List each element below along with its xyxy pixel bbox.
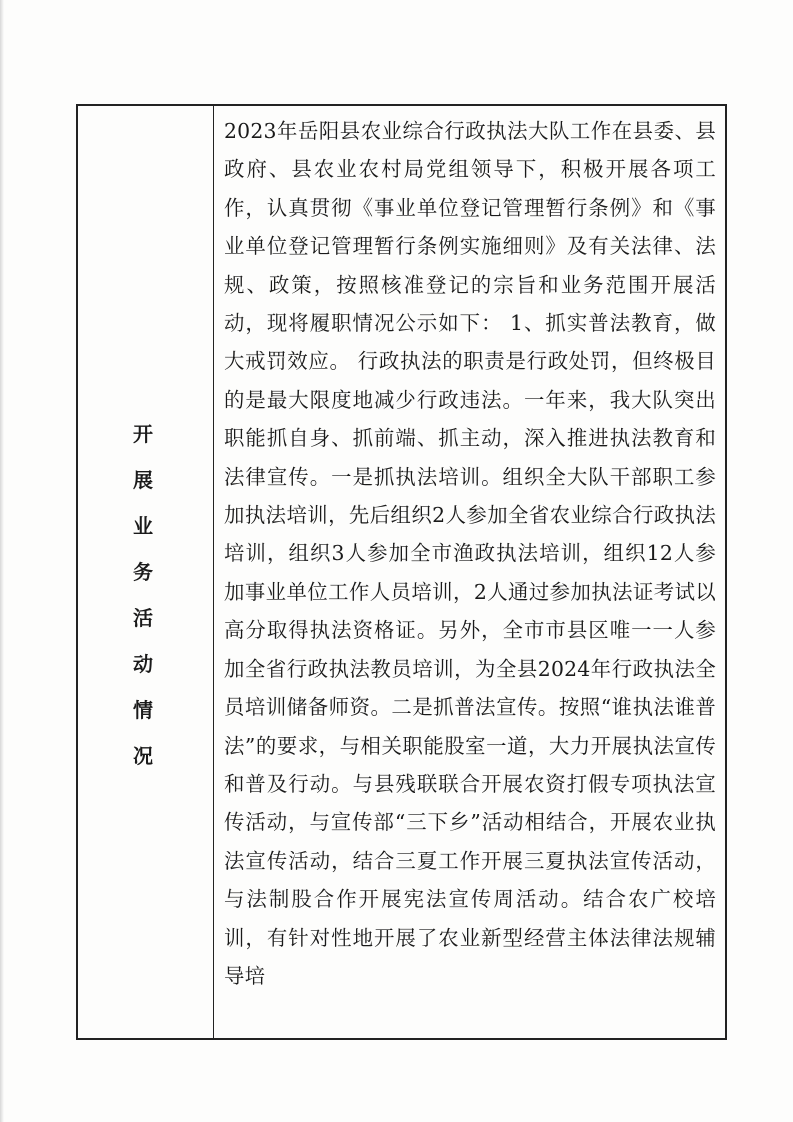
- row-label-char: 业: [133, 514, 153, 538]
- row-label-char: 务: [133, 560, 153, 584]
- row-label-char: 开: [133, 422, 153, 446]
- content-cell: [224, 106, 716, 1038]
- row-label-char: 展: [133, 468, 153, 492]
- row-label: [128, 411, 158, 779]
- row-label-char: 情: [133, 698, 153, 722]
- activity-description: 2023年岳阳县农业综合行政执法大队工作在县委、县政府、县农业农村局党组领导下，积极开展各项工作，认真贯彻《事业单位登记管理暂行条例》和《事业单位登记管理暂行条例实施细则》及有关法律、法规、政策，按照核准登记的宗旨和业务范围开展活动，现将履职情况公示如下： 1、抓实普法教育，做大戒罚效应。 行政执法的职责是行政处罚，但终极目的是最大限度地减少行政违法。一年来，我大队突出职能抓自身、抓前端、抓主动，深入推进执法教育和法律宣传。一是抓执法培训。组织全大队干部职工参加执法培训，先后组织2人参加全省农业综合行政执法培训，组织3人参加全市渔政执法培训，组织12人参加事业单位工作人员培训，2人通过参加执法证考试以高分取得执法资格证。另外，全市市县区唯一一人参加全省行政执法教员培训，为全县2024年行政执法全员培训储备师资。二是抓普法宣传。按照“谁执法谁普法”的要求，与相关职能股室一道，大力开展执法宣传和普及行动。与县残联联合开展农资打假专项执法宣传活动，与宣传部“三下乡”活动相结合，开展农业执法宣传活动，结合三夏工作开展三夏执法宣传活动，与法制股合作开展宪法宣传周活动。结合农广校培训，有针对性地开展了农业新型经营主体法律法规辅导培: [224, 119, 716, 988]
- row-label-char: 活: [133, 606, 153, 630]
- row-label-cell: [78, 106, 213, 1038]
- column-divider: [213, 106, 214, 1038]
- row-label-char: 动: [133, 652, 153, 676]
- row-label-char: 况: [133, 744, 153, 768]
- info-table: [76, 104, 727, 1040]
- scan-shadow: [0, 0, 4, 1122]
